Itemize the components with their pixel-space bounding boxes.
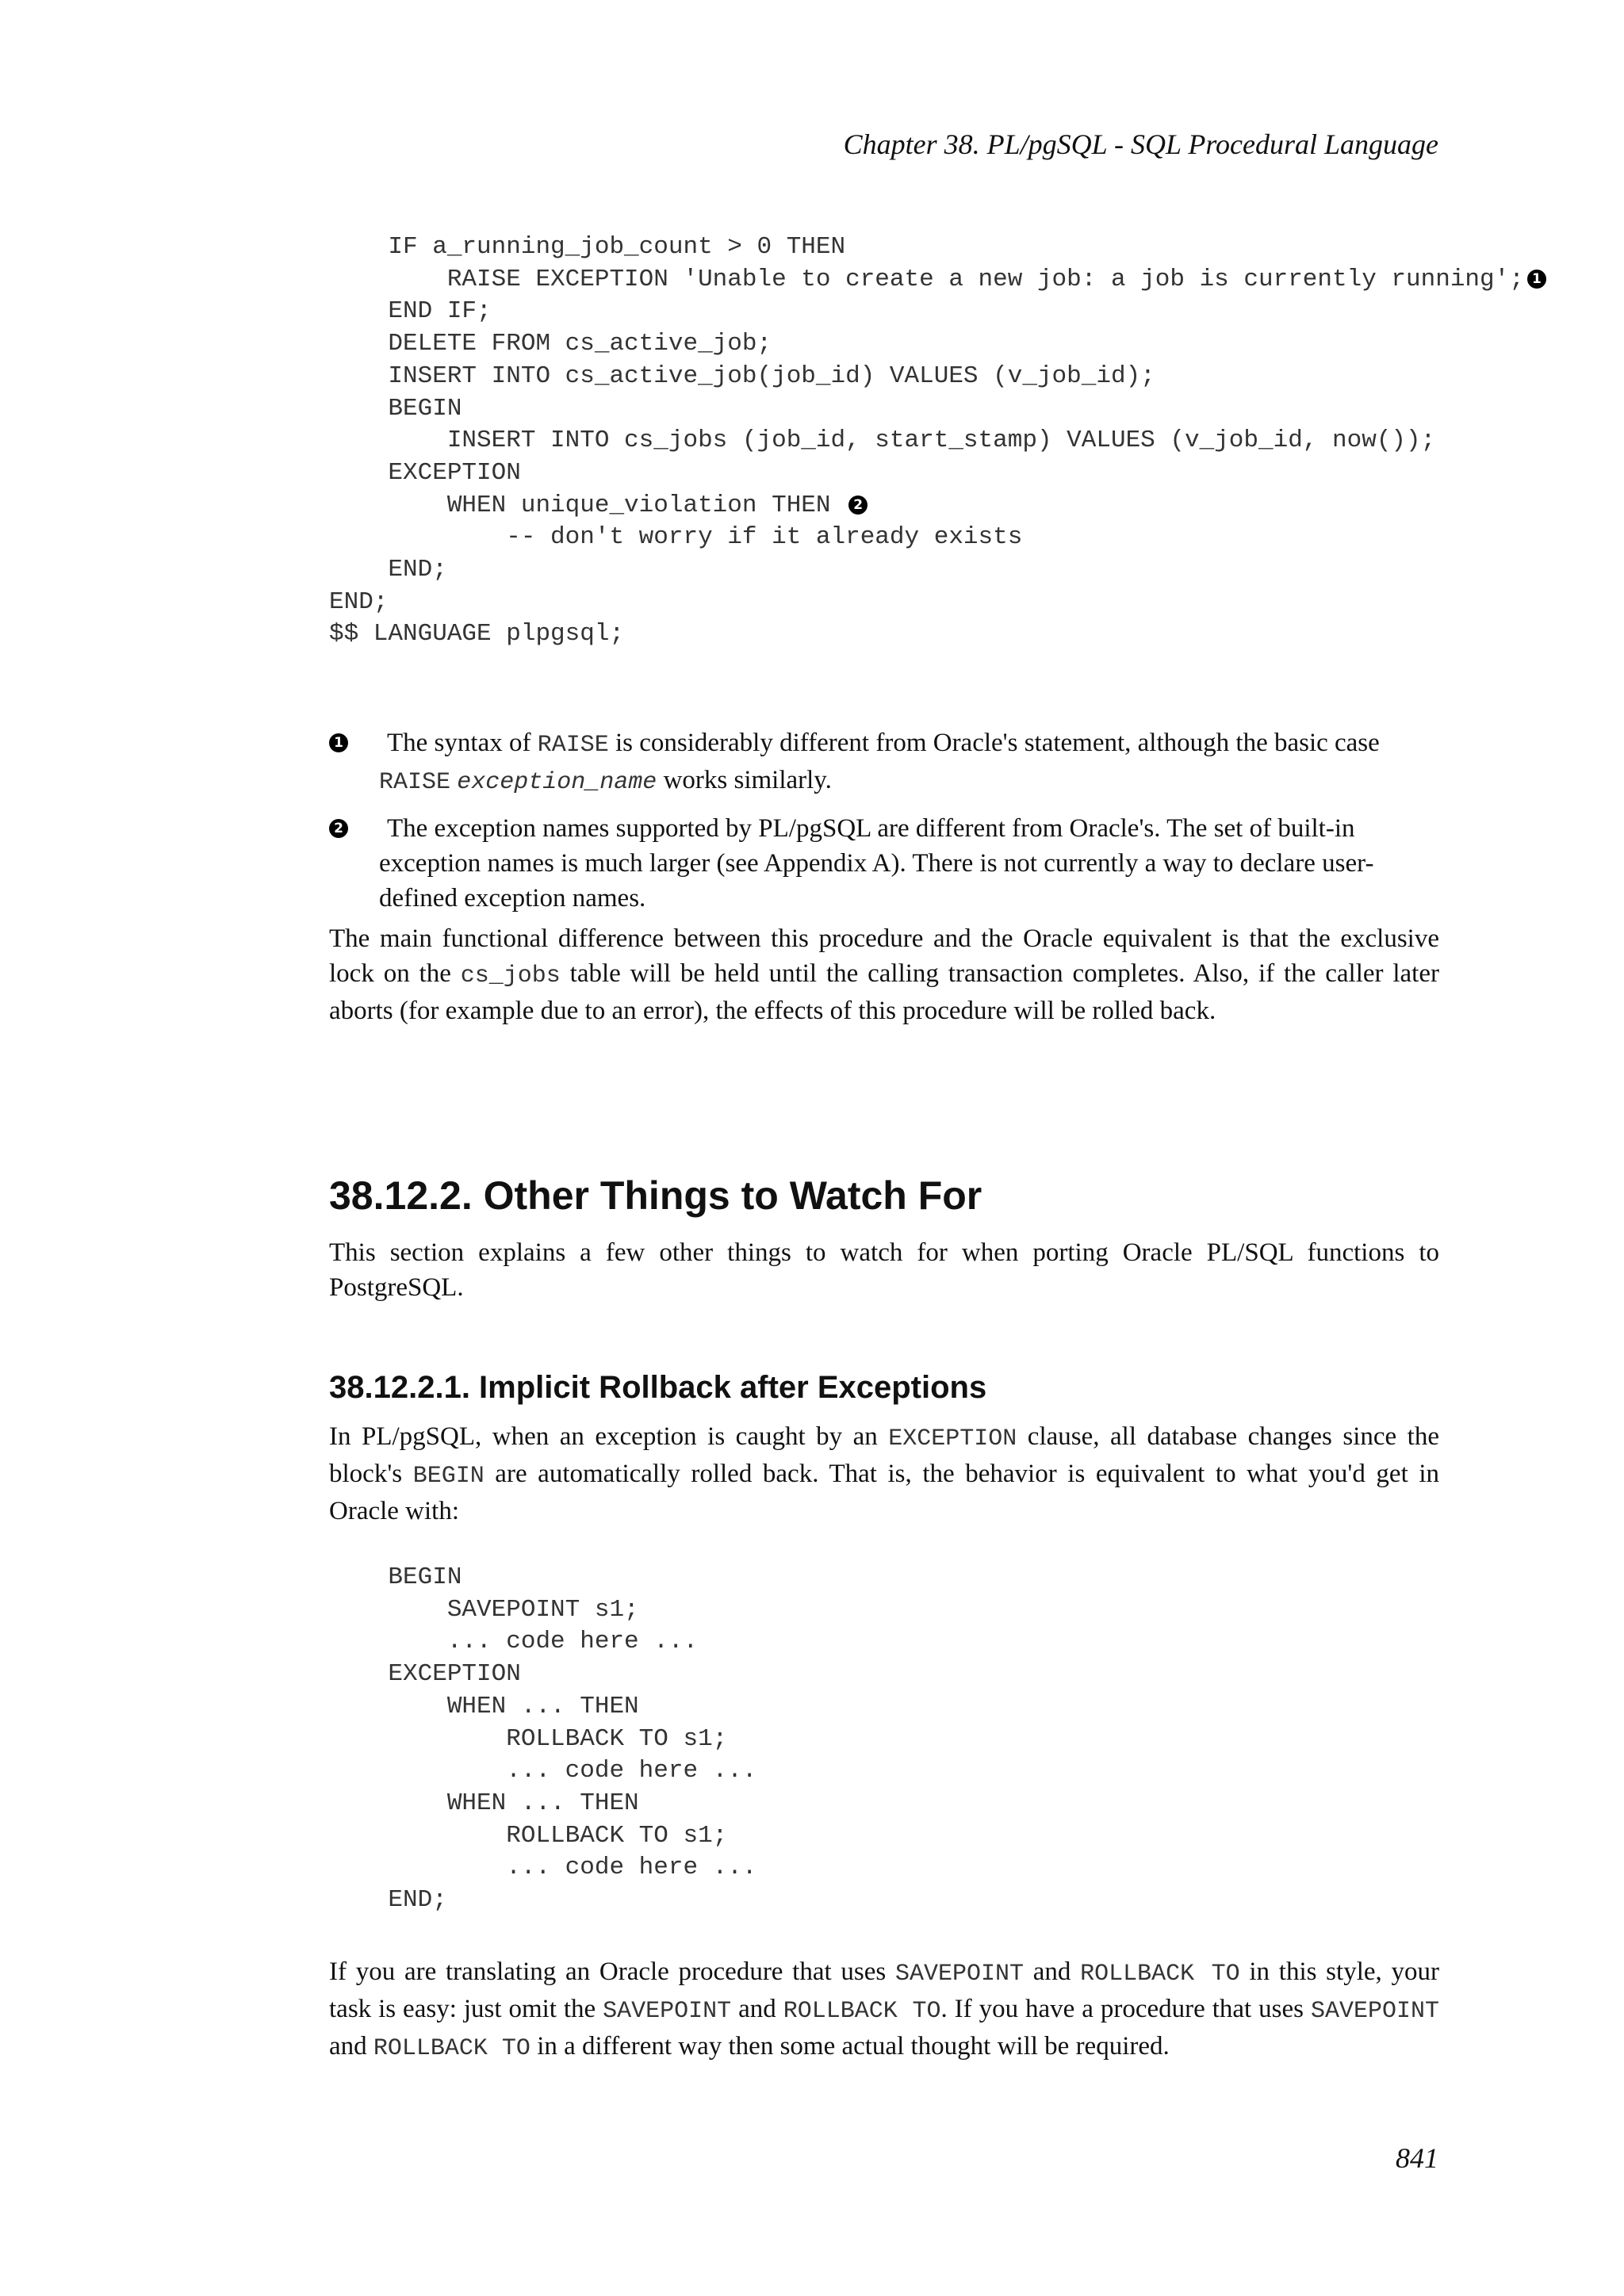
code-line: END; (329, 1886, 447, 1915)
code-line: ... code here ... (329, 1628, 699, 1656)
code-line: RAISE EXCEPTION 'Unable to create a new job: a job is currently running'; 1 (329, 264, 1546, 297)
subsection-heading: 38.12.2.1. Implicit Rollback after Exceptions (329, 1370, 987, 1405)
code-block-oracle-savepoint (329, 1562, 757, 1917)
code-line: WHEN ... THEN (329, 1692, 639, 1720)
code-line: INSERT INTO cs_jobs (job_id, start_stamp) VALUES (v_job_id, now()); (329, 427, 1436, 455)
code-line: $$ LANGUAGE plpgsql; (329, 620, 625, 649)
code-line: IF a_running_job_count > 0 THEN (329, 233, 846, 261)
code-line: INSERT INTO cs_active_job(job_id) VALUES (v_job_id); (329, 362, 1155, 390)
code-line: ... code here ... (329, 1854, 757, 1882)
code-line: WHEN ... THEN (329, 1789, 639, 1817)
code-line: WHEN unique_violation THEN 2 (329, 490, 1546, 522)
callout-marker: 2 (329, 819, 348, 838)
code-line: ... code here ... (329, 1757, 757, 1785)
running-head: Chapter 38. PL/pgSQL - SQL Procedural Language (843, 128, 1438, 160)
callout-marker: 1 (1527, 270, 1546, 289)
paragraph-translating: If you are translating an Oracle procedure that uses SAVEPOINT and ROLLBACK TO in this style, your task is easy: just omit the SAVEPOINT and ROLLBACK TO. If you have a procedure that uses SAVEPOINT and ROLLBACK TO in a different way then some actual thought will be required. (329, 1957, 1439, 2062)
code-line: BEGIN (329, 394, 462, 423)
paragraph-main-difference: The main functional difference between this procedure and the Oracle equivalent is that the exclusive lock on the cs_jobs table will be held until the calling transaction completes. Also, if the caller later aborts (for example due to an error), the effects of this procedure will be rolled back. (329, 924, 1439, 1025)
code-line: DELETE FROM cs_active_job; (329, 330, 772, 358)
paragraph-implicit-rollback: In PL/pgSQL, when an exception is caught by an EXCEPTION clause, all database changes since the block's BEGIN are automatically rolled back. That is, the behavior is equivalent to what you'd get in Oracle with: (329, 1422, 1439, 1525)
callout-text: The syntax of RAISE is considerably different from Oracle's statement, although the basic case RAISE exception_name works similarly. (379, 729, 1380, 796)
code-line: -- don't worry if it already exists (329, 523, 1023, 552)
code-block-plpgsql (329, 232, 1546, 651)
code-line: EXCEPTION (329, 1660, 521, 1689)
callout-list (329, 725, 1439, 927)
callout-marker: 2 (848, 496, 868, 515)
code-line: ROLLBACK TO s1; (329, 1821, 728, 1850)
callout-marker: 1 (329, 733, 348, 752)
section-heading: 38.12.2. Other Things to Watch For (329, 1173, 982, 1218)
callout-item-1 (329, 725, 1439, 800)
code-line: ROLLBACK TO s1; (329, 1724, 728, 1753)
code-line: END; (329, 556, 447, 584)
code-line: EXCEPTION (329, 458, 521, 487)
callout-text: The exception names supported by PL/pgSQL are different from Oracle's. The set of built-in exception names is much larger (see Appendix A). There is not currently a way to declare user-defined exception names. (379, 814, 1374, 913)
section-intro: This section explains a few other things to watch for when porting Oracle PL/SQL functions to PostgreSQL. (329, 1238, 1439, 1302)
callout-item-2 (329, 811, 1439, 916)
code-line: BEGIN (329, 1563, 462, 1591)
page-number: 841 (1396, 2142, 1438, 2174)
code-line: SAVEPOINT s1; (329, 1595, 639, 1624)
code-line: END; (329, 587, 389, 616)
code-line: END IF; (329, 297, 492, 326)
